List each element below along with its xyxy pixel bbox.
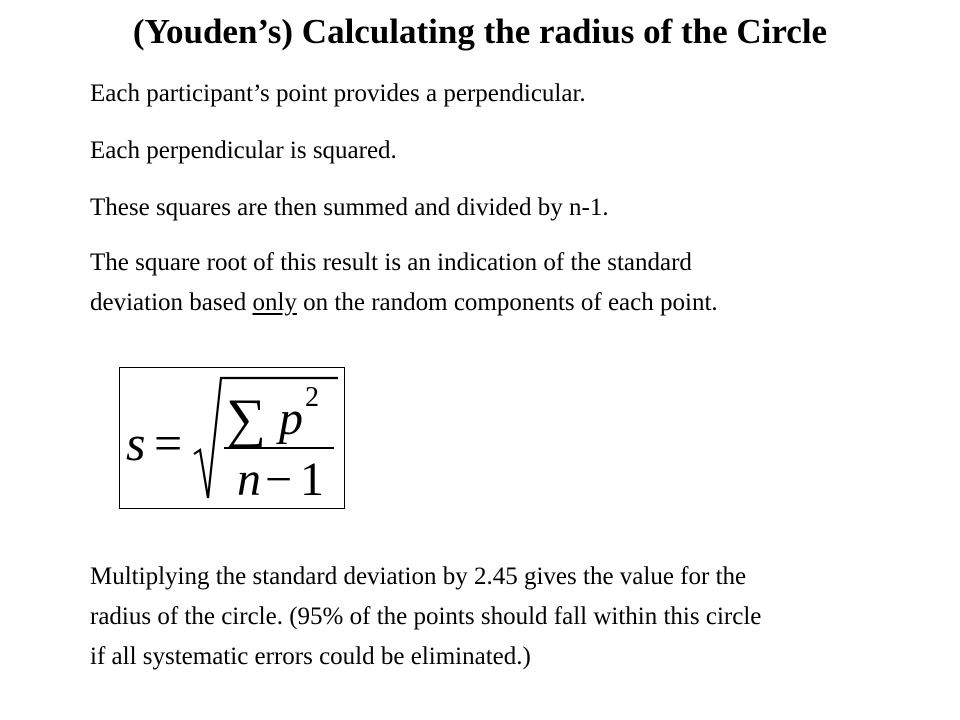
formula-box bbox=[119, 367, 345, 509]
formula-denominator-minus: − bbox=[265, 453, 293, 506]
paragraph-squared: Each perpendicular is squared. bbox=[90, 137, 397, 164]
paragraph-square-root bbox=[90, 243, 780, 323]
slide-title: (Youden’s) Calculating the radius of the Circle bbox=[132, 12, 828, 51]
formula-lhs: s bbox=[126, 415, 146, 471]
paragraph-radius: Multiplying the standard deviation by 2.45 gives the value for the radius of the circle. (95% of the points should fall within this circle if all systematic errors could be eliminated.) bbox=[90, 563, 762, 670]
paragraph-summed: These squares are then summed and divided by n-1. bbox=[90, 194, 609, 221]
formula-exponent: 2 bbox=[305, 382, 319, 413]
formula-denominator-n: n bbox=[237, 453, 261, 506]
formula-numerator-var: p bbox=[279, 392, 303, 445]
paragraph-perpendicular: Each participant’s point provides a perpendicular. bbox=[90, 80, 586, 107]
paragraph-square-root-end: on the random components of each point. bbox=[296, 289, 718, 316]
underlined-only: only bbox=[252, 289, 297, 316]
formula-svg bbox=[120, 368, 343, 507]
paragraph-square-root-start: The square root of this result is an indication of the standard deviation based bbox=[90, 249, 692, 316]
formula-equals: = bbox=[154, 415, 183, 471]
formula-denominator-one: 1 bbox=[300, 453, 324, 506]
formula-sum: ∑ bbox=[226, 388, 266, 450]
